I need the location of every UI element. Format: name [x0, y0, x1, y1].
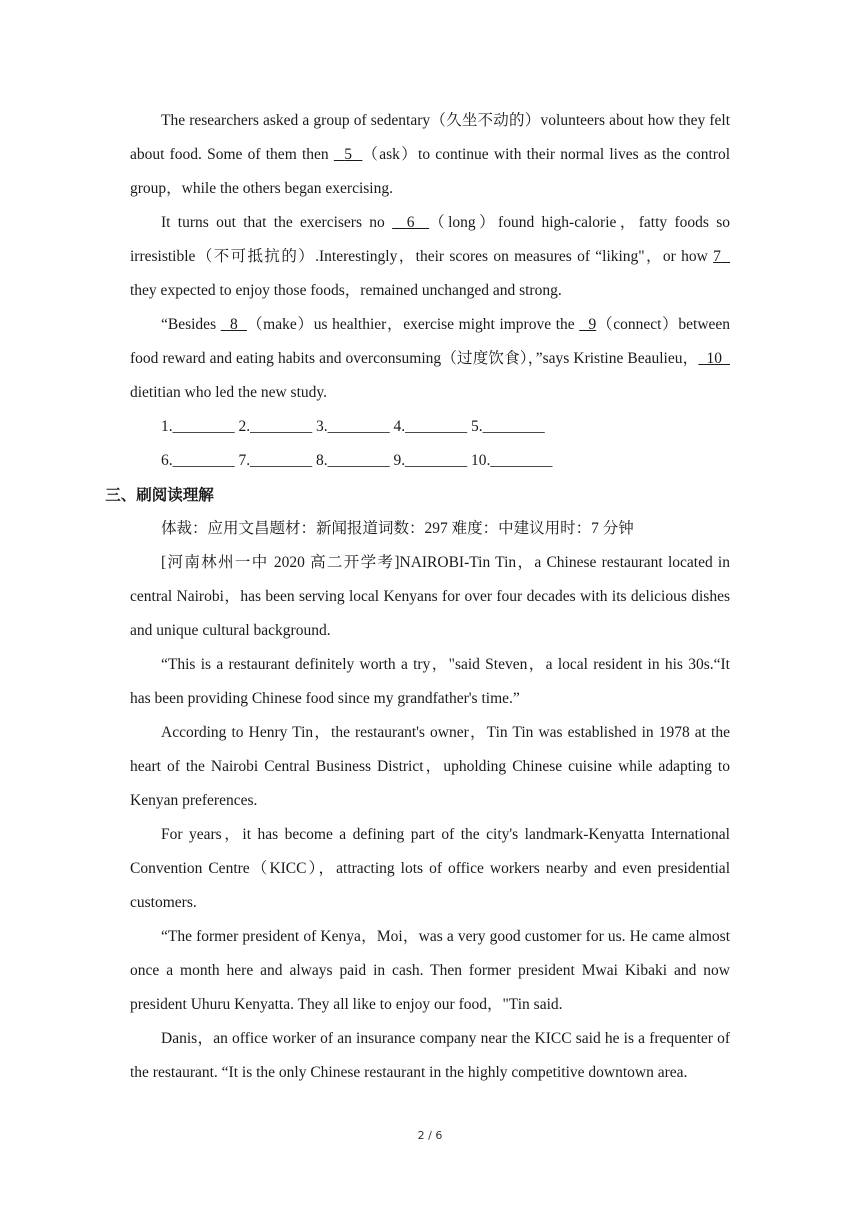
text-run: It turns out that the exercisers no: [161, 214, 393, 231]
answer-blanks-row-1: 1.________ 2.________ 3.________ 4.________ 5.________: [161, 418, 545, 435]
paragraph-exercise-3: [130, 308, 730, 410]
text-run: The researchers asked a group of sedentary（久坐不动的）volunteers about how they felt about food. Some of them then: [130, 112, 730, 163]
blank-5: 5: [344, 146, 352, 163]
answer-blanks-row-2: 6.________ 7.________ 8.________ 9.________ 10.________: [161, 452, 553, 469]
paragraph-exercise-1: [130, 104, 730, 206]
text-run: （ask）to continue with their normal lives as the control group，while the others began exercising.: [130, 146, 730, 197]
article-paragraph: “The former president of Kenya，Moi，was a very good customer for us. He came almost once a month here and always paid in cash. Then former president Mwai Kibaki and now president Uhuru Kenyatta. They all like to enjoy our food，"Tin said.: [130, 928, 730, 1013]
article-paragraph: According to Henry Tin，the restaurant's owner，Tin Tin was established in 1978 at the heart of the Nairobi Central Business District，upholding Chinese cuisine while adapting to Kenyan preferences.: [130, 724, 730, 809]
text-run: （connect）between food reward and eating habits and overconsuming（过度饮食），”says Kristine Beaulieu，: [130, 316, 731, 367]
paragraph-exercise-2: [130, 206, 730, 308]
blank-9: 9: [588, 316, 597, 333]
article-paragraph: [河南林州一中 2020 高二开学考]NAIROBI-Tin Tin，a Chinese restaurant located in central Nairobi，has been serving local Kenyans for over four decades with its delicious dishes and unique cultural background.: [130, 554, 730, 639]
document-body: [105, 104, 731, 1090]
text-run: （make）us healthier，exercise might improve the: [246, 316, 580, 333]
meta-line: 体裁：应用文昌题材：新闻报道词数：297 难度：中建议用时：7 分钟: [161, 520, 634, 537]
article-paragraph: Danis，an office worker of an insurance company near the KICC said he is a frequenter of the restaurant. “It is the only Chinese restaurant in the highly competitive downtown area.: [130, 1030, 730, 1081]
text-run: they expected to enjoy those foods，remained unchanged and strong.: [130, 282, 562, 299]
text-run: “Besides: [161, 316, 221, 333]
text-run: dietitian who led the new study.: [130, 384, 328, 401]
page-number: 2 / 6: [417, 1129, 443, 1142]
article-paragraph: For years，it has become a defining part of the city's landmark-Kenyatta International Convention Centre（KICC），attracting lots of office workers nearby and even presidential customers.: [130, 826, 730, 911]
section-heading: 三、刷阅读理解: [105, 486, 214, 504]
blank-7: 7: [713, 248, 721, 265]
blank-10: 10: [706, 350, 723, 367]
blank-8: 8: [229, 316, 238, 333]
blank-6: 6: [406, 214, 415, 231]
text-run: （long）found high-calorie，fatty foods so irresistible（不可抵抗的）.Interestingly，their scores on measures of “liking"，or how: [130, 214, 731, 265]
article-paragraph: “This is a restaurant definitely worth a try，"said Steven，a local resident in his 30s.“It has been providing Chinese food since my grandfather's time.”: [130, 656, 730, 707]
